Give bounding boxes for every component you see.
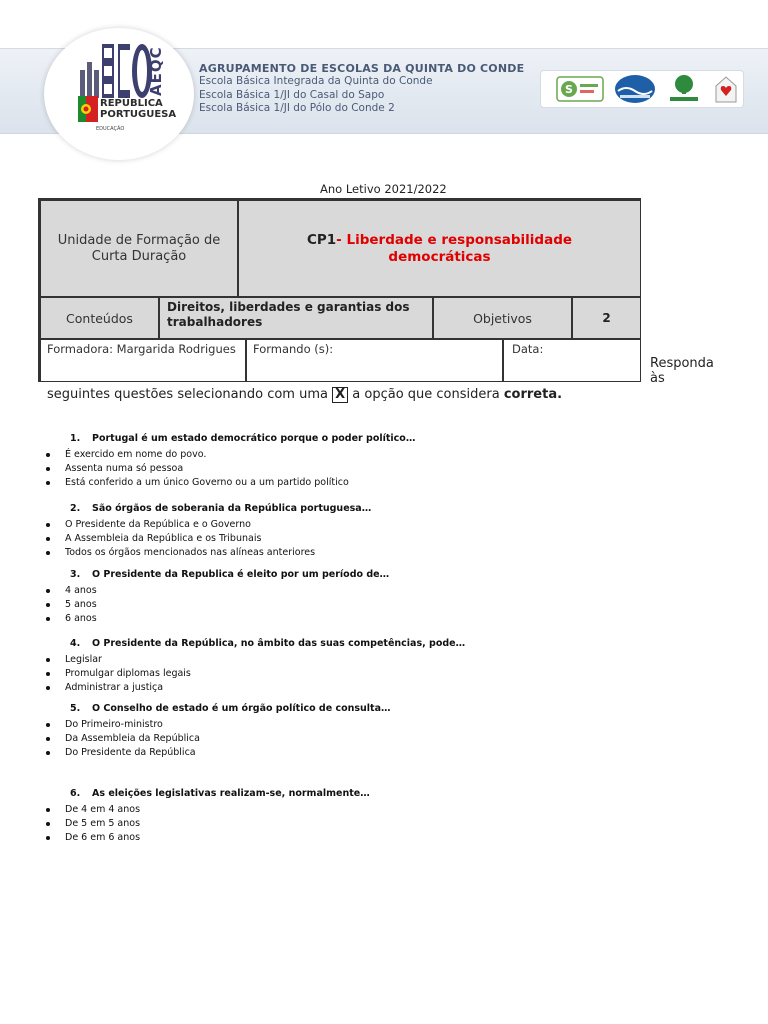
answer-option[interactable]: Todos os órgãos mencionados nas alíneas anteriores bbox=[46, 546, 606, 560]
unit-name: Liberdade e responsabilidade democráticas bbox=[346, 231, 573, 265]
portugal-flag-icon bbox=[78, 96, 98, 122]
answer-option[interactable]: Da Assembleia da República bbox=[46, 732, 606, 746]
unit-dash: - bbox=[336, 231, 347, 248]
bullet-icon bbox=[46, 453, 50, 457]
date-field[interactable]: Data: bbox=[503, 339, 641, 382]
question-title: 1. Portugal é um estado democrático porque o poder político… bbox=[70, 433, 416, 444]
objectives-label: Objetivos bbox=[433, 297, 572, 339]
question-5 bbox=[46, 703, 606, 760]
question-title: 3. O Presidente da Republica é eleito por um período de… bbox=[70, 569, 390, 580]
answer-option[interactable]: Legislar bbox=[46, 653, 606, 667]
logo-republic-text: REPÚBLICA PORTUGUESA bbox=[100, 98, 177, 120]
question-title: 2. São órgãos de soberania da República portuguesa… bbox=[70, 503, 372, 514]
question-3 bbox=[46, 569, 606, 626]
answer-option[interactable]: A Assembleia da República e os Tribunais bbox=[46, 532, 606, 546]
unit-label-cell: Unidade de Formação de Curta Duração bbox=[40, 200, 238, 297]
bullet-icon bbox=[46, 737, 50, 741]
healthy-school-badge-icon bbox=[556, 74, 604, 104]
objectives-value: 2 bbox=[572, 297, 641, 339]
svg-text:S: S bbox=[565, 83, 573, 96]
answer-option[interactable]: Está conferido a um único Governo ou a um partido político bbox=[46, 476, 606, 490]
bullet-icon bbox=[46, 808, 50, 812]
bullet-icon bbox=[46, 467, 50, 471]
answer-option[interactable]: O Presidente da República e o Governo bbox=[46, 518, 606, 532]
unit-code: CP1 bbox=[306, 231, 337, 248]
question-title: 5. O Conselho de estado é um órgão político de consulta… bbox=[70, 703, 391, 714]
answer-option[interactable]: Do Primeiro-ministro bbox=[46, 718, 606, 732]
answer-option[interactable]: 5 anos bbox=[46, 598, 606, 612]
answer-option[interactable]: Promulgar diplomas legais bbox=[46, 667, 606, 681]
answer-option[interactable]: 4 anos bbox=[46, 584, 606, 598]
bullet-icon bbox=[46, 836, 50, 840]
school-title: AGRUPAMENTO DE ESCOLAS DA QUINTA DO CONDE bbox=[199, 62, 525, 75]
eco-schools-badge-icon bbox=[666, 74, 702, 104]
bullet-icon bbox=[46, 822, 50, 826]
bullet-icon bbox=[46, 658, 50, 662]
answer-option[interactable]: De 5 em 5 anos bbox=[46, 817, 606, 831]
question-2 bbox=[46, 503, 606, 560]
bullet-icon bbox=[46, 551, 50, 555]
school-year: Ano Letivo 2021/2022 bbox=[320, 182, 447, 196]
answer-option[interactable]: De 6 em 6 anos bbox=[46, 831, 606, 845]
blue-school-badge-icon bbox=[614, 74, 656, 104]
trainer-field: Formadora: Margarida Rodrigues bbox=[40, 339, 246, 382]
answer-option[interactable]: Do Presidente da República bbox=[46, 746, 606, 760]
question-6 bbox=[46, 788, 606, 845]
bullet-icon bbox=[46, 686, 50, 690]
question-title: 6. As eleições legislativas realizam-se, normalmente… bbox=[70, 788, 370, 799]
instruction-side-text: Responda às bbox=[650, 356, 714, 386]
x-mark-box: X bbox=[332, 387, 348, 403]
answer-option[interactable]: 6 anos bbox=[46, 612, 606, 626]
question-title: 4. O Presidente da República, no âmbito das suas competências, pode… bbox=[70, 638, 466, 649]
question-4 bbox=[46, 638, 606, 695]
bullet-icon bbox=[46, 672, 50, 676]
school-line: Escola Básica 1/JI do Casal do Sapo bbox=[199, 88, 385, 101]
bullet-icon bbox=[46, 751, 50, 755]
instruction-text: seguintes questões selecionando com uma X a opção que considera correta. bbox=[47, 387, 563, 402]
unit-title-cell bbox=[238, 200, 641, 297]
trainee-field[interactable]: Formando (s): bbox=[246, 339, 503, 382]
logo-education-text: EDUCAÇÃO bbox=[96, 126, 125, 132]
answer-option[interactable]: De 4 em 4 anos bbox=[46, 803, 606, 817]
school-line: Escola Básica Integrada da Quinta do Conde bbox=[199, 75, 433, 87]
school-line: Escola Básica 1/JI do Pólo do Conde 2 bbox=[199, 102, 395, 114]
bullet-icon bbox=[46, 617, 50, 621]
question-1 bbox=[46, 433, 606, 490]
school-info bbox=[199, 62, 524, 116]
inclusive-school-badge-icon bbox=[714, 74, 738, 104]
unit-info-table bbox=[38, 198, 641, 382]
answer-option[interactable]: É exercido em nome do povo. bbox=[46, 448, 606, 462]
contents-value: Direitos, liberdades e garantias dos trabalhadores bbox=[159, 297, 433, 339]
bullet-icon bbox=[46, 723, 50, 727]
program-badges bbox=[540, 70, 744, 108]
answer-option[interactable]: Administrar a justiça bbox=[46, 681, 606, 695]
bullet-icon bbox=[46, 537, 50, 541]
bullet-icon bbox=[46, 523, 50, 527]
answer-option[interactable]: Assenta numa só pessoa bbox=[46, 462, 606, 476]
contents-label: Conteúdos bbox=[40, 297, 159, 339]
bullet-icon bbox=[46, 603, 50, 607]
logo-aeqc-text: AEQC bbox=[147, 46, 165, 96]
bullet-icon bbox=[46, 481, 50, 485]
bullet-icon bbox=[46, 589, 50, 593]
